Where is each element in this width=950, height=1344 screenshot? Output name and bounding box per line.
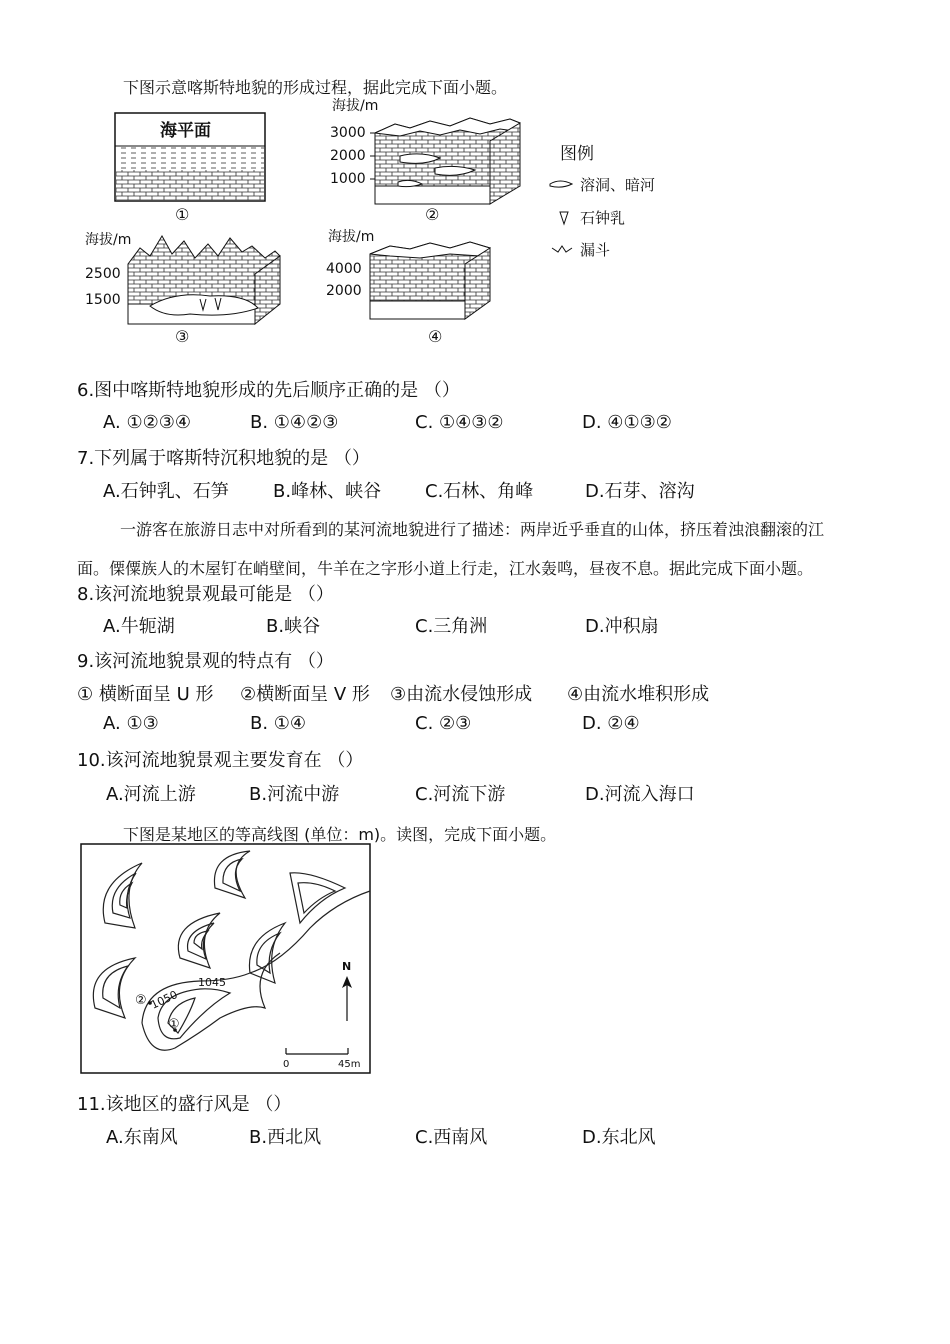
- q8-stem: 8.该河流地貌景观最可能是 （）: [77, 584, 334, 605]
- contour-map: [80, 843, 372, 1075]
- q8-option-a[interactable]: A.牛轭湖: [103, 616, 175, 637]
- q8-option-b[interactable]: B.峡谷: [266, 616, 321, 637]
- contour-label-1050: 1050: [148, 988, 180, 1012]
- panel-label-3: ③: [175, 327, 190, 346]
- point-1-label: ①: [168, 1017, 180, 1032]
- panel2-elev-label: 海拔/m: [332, 98, 379, 114]
- p3-tick-2500: 2500: [85, 266, 121, 282]
- scale-end: 45m: [338, 1059, 361, 1070]
- panel-label-4: ④: [428, 327, 443, 346]
- q11-stem: 11.该地区的盛行风是 （）: [77, 1094, 292, 1115]
- p4-tick-4000: 4000: [326, 261, 362, 277]
- panel-2-uplift: [330, 97, 520, 224]
- legend-item-stalactite: 石钟乳: [580, 209, 626, 227]
- q10-option-b[interactable]: B.河流中游: [249, 784, 340, 805]
- cave-river-icon: [550, 181, 572, 187]
- panel4-elev-label: 海拔/m: [328, 229, 375, 245]
- p2-tick-1000: 1000: [330, 171, 366, 187]
- p4-tick-2000: 2000: [326, 283, 362, 299]
- q9-statement-2: ②横断面呈 V 形: [240, 684, 370, 705]
- panel3-elev-label: 海拔/m: [85, 232, 132, 248]
- q9-statement-4: ④由流水堆积形成: [567, 684, 710, 705]
- q9-option-b[interactable]: B. ①④: [250, 713, 307, 734]
- q9-options: [0, 713, 950, 739]
- q8-option-d[interactable]: D.冲积扇: [585, 616, 659, 637]
- q10-option-c[interactable]: C.河流下游: [415, 784, 506, 805]
- stalactite-icon: [560, 212, 568, 224]
- point-2-label: ②: [135, 993, 147, 1008]
- q7-option-d[interactable]: D.石芽、溶沟: [585, 481, 695, 502]
- q9-statement-1: ① 横断面呈 U 形: [77, 684, 214, 705]
- panel-3-karst-peaks: [85, 231, 280, 346]
- q9-option-d[interactable]: D. ②④: [582, 713, 640, 734]
- legend-item-cave: 溶洞、暗河: [580, 176, 656, 194]
- q9-statement-3: ③由流水侵蚀形成: [390, 684, 533, 705]
- section1-intro: 下图示意喀斯特地貌的形成过程，据此完成下面小题。: [123, 78, 508, 97]
- q7-option-c[interactable]: C.石林、角峰: [425, 481, 534, 502]
- p2-tick-2000: 2000: [330, 148, 366, 164]
- q6-stem: 6.图中喀斯特地貌形成的先后顺序正确的是 （）: [77, 380, 460, 401]
- q7-stem: 7.下列属于喀斯特沉积地貌的是 （）: [77, 448, 370, 469]
- section2-intro-line2: 面。傈僳族人的木屋钉在峭壁间，牛羊在之字形小道上行走，江水轰鸣，昼夜不息。据此完成下面小题。: [77, 559, 814, 578]
- q11-options: [0, 1123, 950, 1149]
- q6-option-c[interactable]: C. ①④③②: [415, 412, 504, 433]
- q9-option-c[interactable]: C. ②③: [415, 713, 472, 734]
- panel-1-sea-floor: [115, 113, 265, 224]
- q6-options: [0, 412, 950, 438]
- q8-options: [0, 612, 950, 638]
- q7-options: [0, 477, 950, 503]
- q11-option-c[interactable]: C.西南风: [415, 1127, 488, 1148]
- q6-option-a[interactable]: A. ①②③④: [103, 412, 191, 433]
- contour-label-1045: 1045: [198, 976, 226, 989]
- scale-start: 0: [283, 1059, 290, 1070]
- north-label: N: [342, 960, 352, 973]
- q11-option-d[interactable]: D.东北风: [582, 1127, 656, 1148]
- q9-stem: 9.该河流地貌景观的特点有 （）: [77, 651, 334, 672]
- q6-option-d[interactable]: D. ④①③②: [582, 412, 672, 433]
- legend-item-sinkhole: 漏斗: [580, 241, 611, 259]
- q9-option-a[interactable]: A. ①③: [103, 713, 159, 734]
- panel-label-1: ①: [175, 205, 190, 224]
- panel-label-2: ②: [425, 205, 440, 224]
- panel-4-plain: [326, 228, 490, 346]
- section2-intro-line1: 一游客在旅游日志中对所看到的某河流地貌进行了描述：两岸近乎垂直的山体，挤压着浊浪翻滚的江: [120, 520, 825, 539]
- q9-statements: [0, 680, 950, 706]
- section3-intro: 下图是某地区的等高线图 (单位：m)。读图，完成下面小题。: [123, 825, 557, 844]
- q10-options: [0, 780, 950, 806]
- karst-formation-figure: [80, 96, 680, 351]
- q10-stem: 10.该河流地貌景观主要发育在 （）: [77, 750, 364, 771]
- q6-option-b[interactable]: B. ①④②③: [250, 412, 339, 433]
- q11-option-b[interactable]: B.西北风: [249, 1127, 322, 1148]
- p3-tick-1500: 1500: [85, 292, 121, 308]
- q10-option-a[interactable]: A.河流上游: [106, 784, 196, 805]
- legend-title: 图例: [560, 144, 594, 164]
- sea-level-label: 海平面: [160, 121, 211, 141]
- q11-option-a[interactable]: A.东南风: [106, 1127, 178, 1148]
- legend: [550, 144, 655, 259]
- sinkhole-icon: [552, 246, 572, 252]
- q7-option-a[interactable]: A.石钟乳、石笋: [103, 481, 229, 502]
- q8-option-c[interactable]: C.三角洲: [415, 616, 488, 637]
- q10-option-d[interactable]: D.河流入海口: [585, 784, 695, 805]
- p2-tick-3000: 3000: [330, 125, 366, 141]
- q7-option-b[interactable]: B.峰林、峡谷: [273, 481, 382, 502]
